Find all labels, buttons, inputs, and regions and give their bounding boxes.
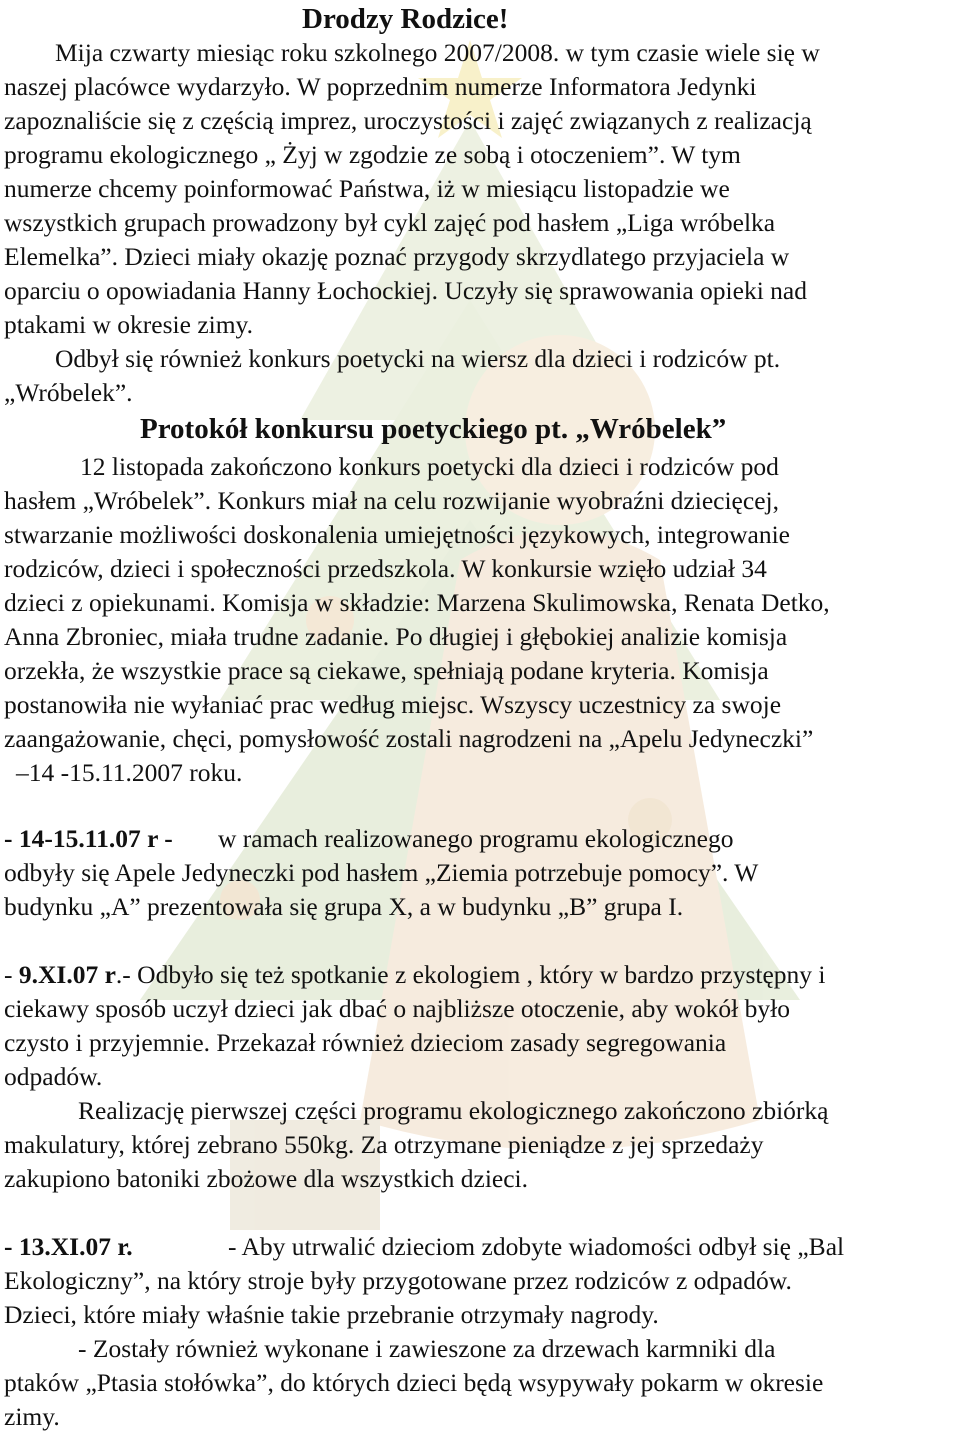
- text-line: stwarzanie możliwości doskonalenia umiejętności językowych, integrowanie: [4, 520, 791, 549]
- text-line: - Zostały również wykonane i zawieszone za drzewach karmniki dla: [78, 1334, 776, 1363]
- text-line: postanowiła nie wyłaniać prac według miejsc. Wszyscy uczestnicy za swoje: [4, 690, 782, 719]
- text-line: Odbył się również konkurs poetycki na wiersz dla dzieci i rodziców pt.: [55, 344, 781, 373]
- event-date: - 14-15.11.07 r -: [4, 824, 173, 853]
- text-line: orzekła, że wszystkie prace są ciekawe, spełniają podane kryteria. Komisja: [4, 656, 769, 685]
- text-line: czysto i przyjemnie. Przekazał również dzieciom zasady segregowania: [4, 1028, 727, 1057]
- text-line: Elemelka”. Dzieci miały okazję poznać przygody skrzydlatego przyjaciela w: [4, 242, 790, 271]
- text-line: ciekawy sposób uczył dzieci jak dbać o najbliższe otoczenie, aby wokół było: [4, 994, 790, 1023]
- text-line: Realizację pierwszej części programu ekologicznego zakończono zbiórką: [78, 1096, 829, 1125]
- text-line: ptakami w okresie zimy.: [4, 310, 254, 339]
- text-line: - Aby utrwalić dzieciom zdobyte wiadomości odbył się „Bal: [228, 1232, 845, 1261]
- text-line: oparciu o opowiadania Hanny Łochockiej. Uczyły się sprawowania opieki nad: [4, 276, 807, 305]
- text-line: budynku „A” prezentowała się grupa X, a w budynku „B” grupa I.: [4, 892, 684, 921]
- text-line: naszej placówce wydarzyło. W poprzednim numerze Informatora Jedynki: [4, 72, 757, 101]
- text-line: „Wróbelek”.: [4, 378, 133, 407]
- text-line: makulatury, której zebrano 550kg. Za otrzymane pieniądze z jej sprzedaży: [4, 1130, 764, 1159]
- text-line: zapoznaliście się z częścią imprez, uroczystości i zajęć związanych z realizacją: [4, 106, 812, 135]
- section-heading: Protokół konkursu poetyckiego pt. „Wróbelek”: [140, 413, 727, 445]
- text-line: programu ekologicznego „ Żyj w zgodzie ze sobą i otoczeniem”. W tym: [4, 140, 741, 169]
- event-date: - 13.XI.07 r.: [4, 1232, 133, 1261]
- event-lead: .- Odbyło się też spotkanie z ekologiem , który w bardzo przystępny i: [115, 960, 826, 989]
- text-line: 12 listopada zakończono konkurs poetycki dla dzieci i rodziców pod: [80, 452, 779, 481]
- event-dash: -: [4, 960, 19, 989]
- event-date: 9.XI.07 r: [18, 960, 116, 989]
- text-line: Anna Zbroniec, miała trudne zadanie. Po długiej i głębokiej analizie komisja: [4, 622, 788, 651]
- text-line: hasłem „Wróbelek”. Konkurs miał na celu rozwijanie wyobraźni dziecięcej,: [4, 486, 779, 515]
- text-line: –14 -15.11.2007 roku.: [16, 758, 243, 787]
- text-line: Dzieci, które miały właśnie takie przebranie otrzymały nagrody.: [4, 1300, 659, 1329]
- text-line: numerze chcemy poinformować Państwa, iż w miesiącu listopadzie we: [4, 174, 730, 203]
- text-line: Ekologiczny”, na który stroje były przygotowane przez rodziców z odpadów.: [4, 1266, 792, 1295]
- text-line: Mija czwarty miesiąc roku szkolnego 2007/2008. w tym czasie wiele się w: [55, 38, 820, 67]
- text-line: rodziców, dzieci i społeczności przedszkola. W konkursie wzięło udział 34: [4, 554, 767, 583]
- text-line: zakupiono batoniki zbożowe dla wszystkich dzieci.: [4, 1164, 529, 1193]
- text-line: dzieci z opiekunami. Komisja w składzie: Marzena Skulimowska, Renata Detko,: [4, 588, 830, 617]
- text-line: odpadów.: [4, 1062, 103, 1091]
- text-line: zaangażowanie, chęci, pomysłowość zostali nagrodzeni na „Apelu Jedyneczki”: [4, 724, 814, 753]
- text-line: ptaków „Ptasia stołówka”, do których dzieci będą wsypywały pokarm w okresie: [4, 1368, 824, 1397]
- page-title: Drodzy Rodzice!: [302, 3, 509, 35]
- text-line: w ramach realizowanego programu ekologicznego: [218, 824, 734, 853]
- text-line: wszystkich grupach prowadzony był cykl zajęć pod hasłem „Liga wróbelka: [4, 208, 776, 237]
- text-line: [4, 958, 826, 992]
- text-line: zimy.: [4, 1402, 60, 1431]
- text-line: odbyły się Apele Jedyneczki pod hasłem „Ziemia potrzebuje pomocy”. W: [4, 858, 759, 887]
